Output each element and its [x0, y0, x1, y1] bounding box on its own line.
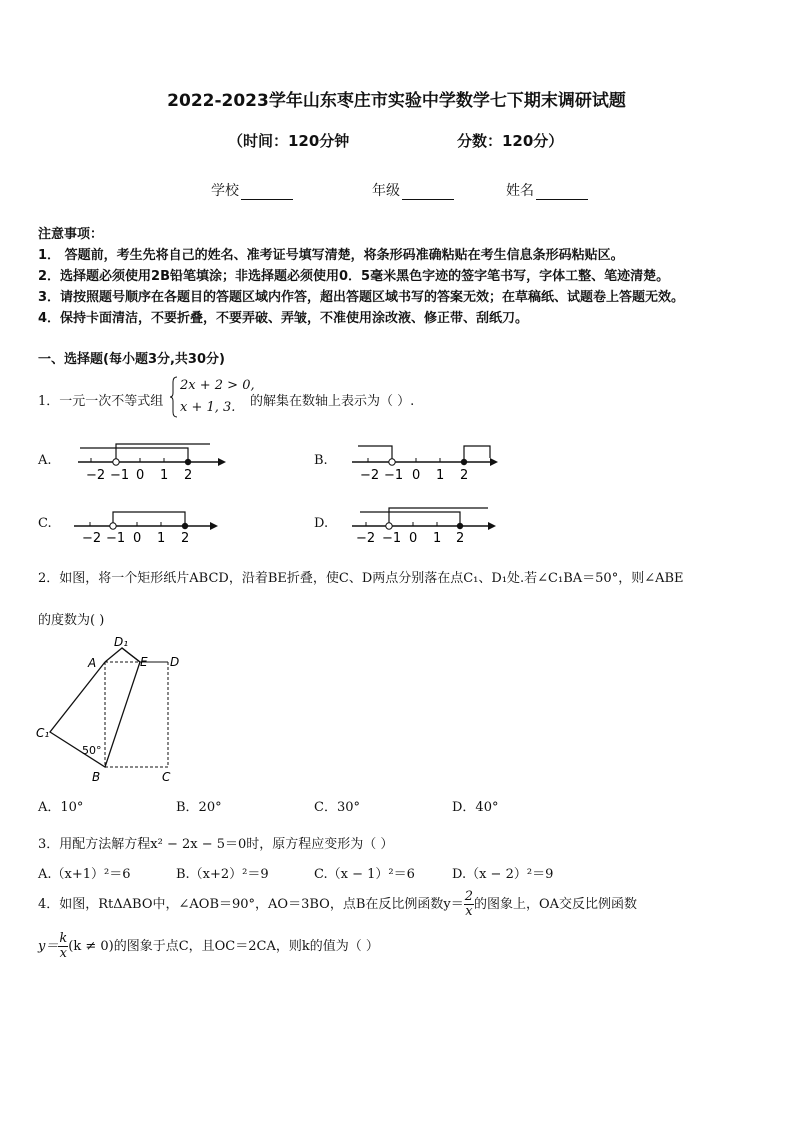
q2-question-line-2: 的度数为( )	[38, 613, 105, 628]
tick-label: −1	[106, 531, 126, 546]
tick-label: 0	[409, 531, 418, 546]
tick-label: −1	[384, 468, 404, 483]
grade-field	[372, 180, 454, 200]
q1-suffix: 的解集在数轴上表示为（ ）.	[250, 394, 415, 409]
q3-option-c[interactable]: C.（x − 1）²＝6	[314, 867, 415, 882]
tick-label: −2	[82, 531, 102, 546]
notice-item-2: 2．选择题必须使用2B铅笔填涂；非选择题必须使用0．5毫米黑色字迹的签字笔书写，字体工整、笔迹清楚。	[38, 269, 670, 284]
q1-inequality-1: 2x + 2 > 0,	[180, 378, 255, 393]
fraction-2-over-x	[464, 890, 474, 919]
q3-option-d[interactable]: D.（x − 2）²＝9	[452, 867, 554, 882]
exam-time: （时间：120分钟	[228, 132, 350, 150]
tick-label: 2	[456, 531, 465, 546]
q1-option-a-label[interactable]: A.	[38, 453, 52, 468]
notice-item-3: 3．请按照题号顺序在各题目的答题区域内作答，超出答题区域书写的答案无效；在草稿纸、试题卷上答题无效。	[38, 290, 685, 305]
q4-part-1: 4．如图，RtΔABO中，∠AOB＝90°，AO＝3BO，点B在反比例函数y＝	[38, 897, 464, 912]
system-brace	[170, 376, 178, 418]
fraction-denominator: x	[465, 904, 473, 919]
name-field	[506, 180, 588, 200]
q4-question-line-2	[38, 932, 379, 961]
notice-heading: 注意事项：	[38, 227, 104, 242]
q2-option-c[interactable]: C．30°	[314, 800, 360, 815]
label-e: E	[140, 655, 148, 669]
q1-inequality-2: x + 1, 3.	[180, 400, 236, 415]
tick-label: −2	[86, 468, 106, 483]
q4-y-equals: y＝	[38, 939, 59, 954]
q1-number-line-c	[60, 500, 240, 546]
q1-number-line-b	[340, 438, 520, 484]
q3-question: 3．用配方法解方程x² − 2x − 5＝0时，原方程应变形为（ ）	[38, 837, 394, 852]
name-label: 姓名	[506, 183, 534, 199]
tick-label: −1	[110, 468, 130, 483]
q4-line-2-rest: (k ≠ 0)的图象于点C，且OC＝2CA，则k的值为（ ）	[68, 939, 379, 954]
label-c1: C₁	[36, 726, 50, 740]
q2-question-line-1: 2．如图，将一个矩形纸片ABCD，沿着BE折叠，使C、D两点分别落在点C₁、D₁处.若∠C₁BA＝50°，则∠ABE	[38, 571, 684, 586]
tick-label: 0	[412, 468, 421, 483]
grade-label: 年级	[372, 183, 400, 199]
tick-label: 1	[160, 468, 169, 483]
q1-option-d-label[interactable]: D.	[314, 516, 329, 531]
tick-label: −1	[382, 531, 402, 546]
school-label: 学校	[211, 183, 239, 199]
label-d1: D₁	[114, 635, 129, 649]
school-field	[211, 180, 293, 200]
exam-score: 分数：120分）	[457, 132, 564, 150]
tick-label: 0	[133, 531, 142, 546]
fraction-k-over-x	[58, 932, 68, 961]
fraction-denominator: x	[59, 946, 67, 961]
q4-question-line-1	[38, 890, 637, 919]
q2-option-b[interactable]: B．20°	[176, 800, 222, 815]
label-b: B	[92, 770, 101, 784]
tick-label: 2	[460, 468, 469, 483]
q1-prefix: 1．一元一次不等式组	[38, 394, 164, 409]
q1-number-line-d	[340, 500, 520, 546]
tick-label: 2	[184, 468, 193, 483]
name-blank[interactable]	[536, 185, 588, 200]
tick-label: 1	[157, 531, 166, 546]
fraction-numerator: 2	[464, 889, 473, 904]
section-heading: 一、选择题(每小题3分,共30分)	[38, 352, 225, 367]
label-d: D	[170, 655, 180, 669]
label-a: A	[88, 656, 97, 670]
page-title: 2022-2023学年山东枣庄市实验中学数学七下期末调研试题	[167, 91, 626, 111]
q1-option-b-label[interactable]: B.	[314, 453, 328, 468]
tick-label: 1	[433, 531, 442, 546]
label-angle: 50°	[82, 744, 102, 757]
school-blank[interactable]	[241, 185, 293, 200]
tick-label: −2	[356, 531, 376, 546]
notice-item-1: 1． 答题前，考生先将自己的姓名、准考证号填写清楚，将条形码准确粘贴在考生信息条形码粘贴区。	[38, 248, 624, 263]
q2-figure	[30, 632, 200, 787]
tick-label: 0	[136, 468, 145, 483]
fraction-numerator: k	[59, 931, 68, 946]
q1-number-line-a	[60, 438, 240, 484]
tick-label: 1	[436, 468, 445, 483]
tick-label: 2	[181, 531, 190, 546]
q1-option-c-label[interactable]: C.	[38, 516, 52, 531]
grade-blank[interactable]	[402, 185, 454, 200]
q3-option-a[interactable]: A.（x+1）²＝6	[38, 867, 131, 882]
q2-option-a[interactable]: A．10°	[38, 800, 84, 815]
q2-option-d[interactable]: D．40°	[452, 800, 499, 815]
q4-part-2: 的图象上，OA交反比例函数	[474, 897, 638, 912]
tick-label: −2	[360, 468, 380, 483]
label-c: C	[162, 770, 171, 784]
notice-item-4: 4．保持卡面清洁，不要折叠，不要弄破、弄皱，不准使用涂改液、修正带、刮纸刀。	[38, 311, 529, 326]
q3-option-b[interactable]: B.（x+2）²＝9	[176, 867, 269, 882]
